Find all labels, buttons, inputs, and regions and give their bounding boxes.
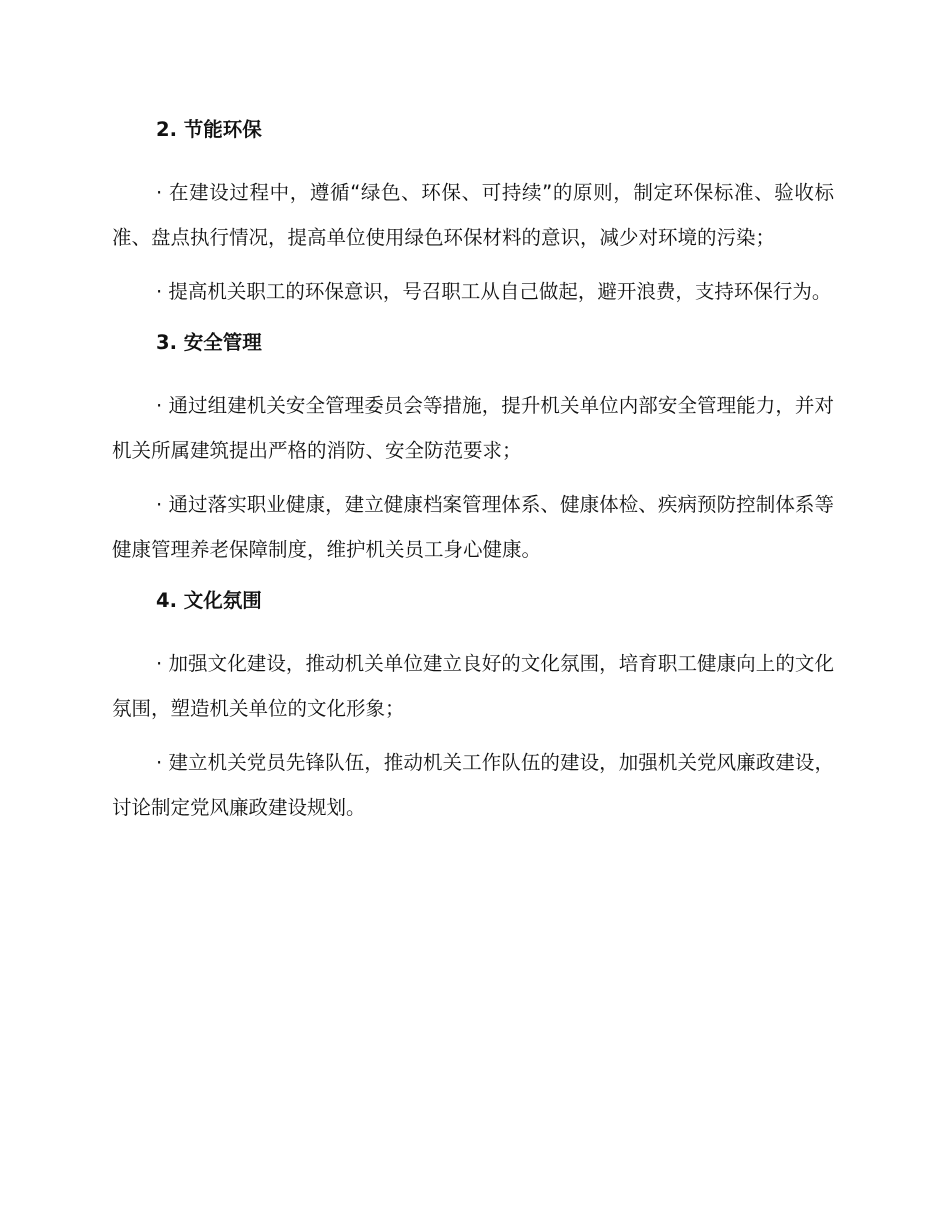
section-paragraph: · 通过组建机关安全管理委员会等措施，提升机关单位内部安全管理能力，并对机关所属建筑提出严格的消防、安全防范要求； — [112, 394, 834, 462]
section-heading-energy-saving: 2. 节能环保 — [156, 118, 262, 141]
section-paragraph: · 提高机关职工的环保意识，号召职工从自己做起，避开浪费，支持环保行为。 — [156, 280, 832, 303]
section-heading-cultural-atmosphere: 4. 文化氛围 — [156, 589, 262, 612]
document-body — [112, 110, 834, 839]
section-paragraph: · 在建设过程中，遵循“绿色、环保、可持续”的原则，制定环保标准、验收标准、盘点执行情况，提高单位使用绿色环保材料的意识，减少对环境的污染； — [112, 181, 834, 249]
section-heading-safety-management: 3. 安全管理 — [156, 331, 262, 354]
section-paragraph: · 建立机关党员先锋队伍，推动机关工作队伍的建设，加强机关党风廉政建设，讨论制定党风廉政建设规划。 — [112, 751, 834, 819]
section-paragraph: · 加强文化建设，推动机关单位建立良好的文化氛围，培育职工健康向上的文化氛围，塑造机关单位的文化形象； — [112, 652, 834, 720]
section-paragraph: · 通过落实职业健康，建立健康档案管理体系、健康体检、疾病预防控制体系等健康管理养老保障制度，维护机关员工身心健康。 — [112, 493, 834, 561]
